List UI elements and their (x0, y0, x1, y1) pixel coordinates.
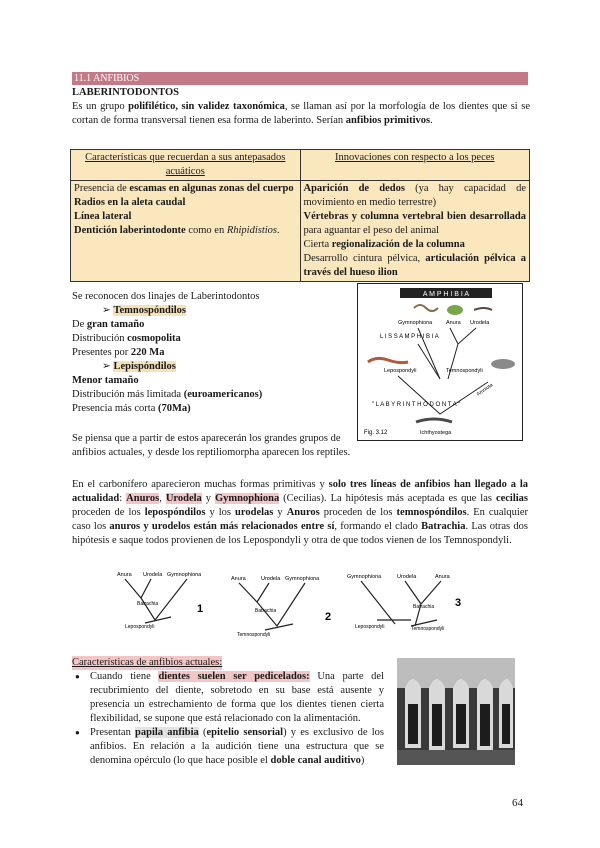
temno-size: De gran tamaño (72, 319, 145, 330)
traits-table (70, 149, 530, 282)
label-labyrinthodonta: " L A B Y R I N T H O D O N T A " (372, 402, 461, 408)
table-header-left: Características que recuerdan a sus antepasados acuáticos (71, 150, 301, 181)
temnospondyl-icon (491, 359, 515, 369)
amphibia-phylogeny-figure (357, 283, 523, 441)
trait-scales: Presencia de escamas en algunas zonas del cuerpo (74, 183, 294, 194)
ichthyostega-icon (416, 419, 452, 422)
t1-urodela: Urodela (143, 572, 163, 578)
figure-caption: Fig. 3.12 (364, 430, 388, 436)
hypothesis-trees (115, 568, 485, 640)
t2-gymno: Gymnophiona (285, 576, 320, 582)
label-ichthyostega: Ichthyostega (420, 430, 452, 436)
t3-batrachia: Batrachia (413, 604, 435, 610)
t3-temno: Temnospondyli (411, 626, 445, 632)
page-title: LABERINTODONTOS (72, 87, 179, 98)
lineages-list (72, 290, 352, 416)
trait-dentition: Dentición laberintodonte como en Rhipidistios. (74, 225, 280, 236)
t1-anura: Anura (117, 572, 132, 578)
innovation-vertebrae: Vértebras y columna vertebral bien desarrollada para aguantar el peso del animal (303, 211, 526, 236)
lineage-lepi-heading: ➢ Lepispóndilos (102, 361, 176, 372)
label-lissamphibia: L I S S A M P H I B I A (380, 334, 439, 340)
innovation-fingers: Aparición de dedos (ya hay capacidad de movimiento en medio terrestre) (303, 183, 527, 208)
tree-hypothesis-2 (231, 576, 331, 638)
list-item-teeth: ● Cuando tiene dientes suelen ser pedicelados: Una parte del recubrimiento del diente, sobretodo en su base está ausente y presencia un estrechamiento de forma que los dientes tienen cierta flexibilidad, se supone que está relacionado con la alimentación. (72, 670, 384, 726)
lepi-size: Menor tamaño (72, 375, 139, 386)
current-amphibians-heading: Características de anfibios actuales: (72, 657, 223, 668)
innovation-regionalization: Cierta regionalización de la columna (303, 239, 465, 250)
carboniferous-paragraph: En el carbonífero aparecieron muchas formas primitivas y solo tres líneas de anfibios han llegado a la actualidad: Anuros, Urodela y Gymnophiona (Cecilias). La hipótesis más aceptada es que las cecilias proceden de los lepospóndilos y los urodelas y Anuros proceden de los temnospóndilos. En cualquier caso los anuros y urodelos están más relacionados entre sí, formando el clado Batrachia. Las otras dos hipótesis e saque todos provienen de los Lepospondyli y otra de que todos vienen de los Temnospondyli. (72, 479, 529, 546)
t3-anura: Anura (435, 574, 450, 580)
current-amphibians-section (72, 656, 384, 768)
section-header: 11.1 ANFIBIOS (72, 72, 528, 85)
caecilian-icon (414, 305, 438, 311)
t3-number: 3 (455, 597, 462, 609)
t2-batrachia: Batrachia (255, 608, 277, 614)
list-item-papilla: ● Presentan papila anfibia (epitelio sensorial) y es exclusivo de los anfibios. En relación a la audición tiene una estructura que se denomina opérculo (lo que hace posible el doble canal auditivo) (72, 726, 384, 768)
t2-number: 2 (325, 611, 332, 623)
t1-gymno: Gymnophiona (167, 572, 202, 578)
t2-urodela: Urodela (261, 576, 281, 582)
label-temnospondyli: Temnospondyli (446, 368, 483, 374)
label-urodela: Urodela (470, 320, 490, 326)
page-number: 64 (512, 797, 523, 809)
tree-hypothesis-1 (117, 572, 203, 630)
lineages-conclusion: Se piensa que a partir de estos aparecerán los grandes grupos de anfibios actuales, y desde los reptiliomorpha aparecen los reptiles. (72, 433, 351, 458)
t1-number: 1 (197, 603, 204, 615)
tree-hypothesis-3 (347, 574, 461, 632)
t3-lepo: Lepospondyli (355, 624, 385, 630)
t2-anura: Anura (231, 576, 246, 582)
t3-urodela: Urodela (397, 574, 417, 580)
t3-gymno: Gymnophiona (347, 574, 382, 580)
t1-batrachia: Batrachia (137, 601, 159, 607)
innovation-pelvis: Desarrollo cintura pélvica, articulación pélvica a través del hueso ilion (303, 253, 527, 278)
tree-lower-branches (398, 376, 488, 414)
label-anura: Anura (446, 320, 461, 326)
label-amniota: Amniota (475, 382, 495, 398)
temno-presence: Presentes por 220 Ma (72, 347, 165, 358)
table-cell-left (71, 181, 301, 282)
label-lepospondyli: Lepospondyli (384, 368, 417, 374)
trait-fin-rays: Radios en la aleta caudal (74, 197, 186, 208)
lepi-presence: Presencia más corta (70Ma) (72, 403, 191, 414)
arrow-icon: ➢ (102, 361, 114, 372)
trait-lateral-line: Línea lateral (74, 211, 132, 222)
figure-header: A M P H I B I A (422, 291, 470, 298)
table-header-right: Innovaciones con respecto a los peces (300, 150, 530, 181)
lineage-temno-heading: ➢ Temnospóndilos (102, 305, 186, 316)
arrow-icon: ➢ (102, 305, 114, 316)
intro-paragraph: Es un grupo polifilético, sin validez taxonómica, se llaman así por la morfología de los dientes que si se cortan de forma transversal tienen esa forma de laberinto. Serían anfibios primitivos. (72, 101, 530, 126)
t2-temno: Temnospondyli (237, 632, 271, 638)
lineages-intro: Se reconocen dos linajes de Laberintodontos (72, 291, 260, 302)
table-cell-right (300, 181, 530, 282)
t1-lepo: Lepospondyli (125, 624, 155, 630)
label-gymnophiona: Gymnophiona (398, 320, 433, 326)
temno-distribution: Distribución cosmopolita (72, 333, 181, 344)
pedicellate-teeth-photo (397, 658, 515, 765)
frog-icon (447, 305, 463, 315)
lepi-distribution: Distribución más limitada (euroamericanos) (72, 389, 263, 400)
lepospondyl-icon (368, 358, 408, 362)
salamander-icon (474, 308, 492, 310)
